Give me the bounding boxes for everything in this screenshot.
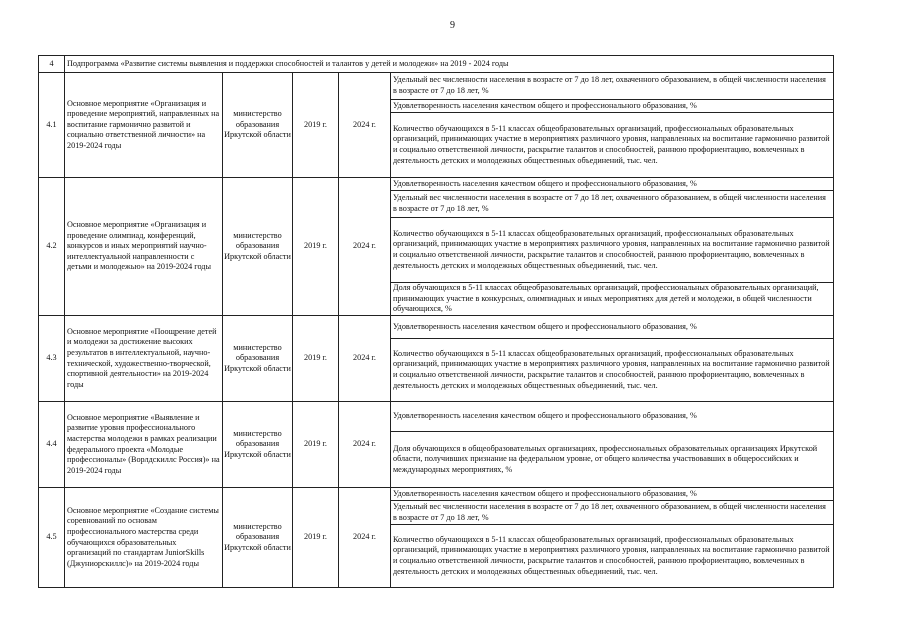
activity-end-year: 2024 г. <box>339 402 391 488</box>
activity-indicators <box>391 73 834 178</box>
activity-number: 4.3 <box>39 316 65 402</box>
indicator-text: Удельный вес численности населения в возрасте от 7 до 18 лет, охваченного образованием, в общей численности населения в возрасте от 7 до 18 лет, % <box>393 75 826 95</box>
indicator-text: Удовлетворенность населения качеством общего и профессионального образования, % <box>393 488 697 498</box>
activity-row <box>39 73 834 178</box>
indicator-item <box>391 283 833 315</box>
indicator-text: Количество обучающихся в 5-11 классах общеобразовательных организаций, профессиональных образовательных организаций, принимающих участие в мероприятиях различного уровня, направленных на воспитание гармонично развитой и социально ответственной личности, раскрытие талантов и способностей, раннюю профориентацию, вовлеченных в деятельность детских и молодежных общественных объединений, тыс. чел. <box>393 348 830 390</box>
indicator-item <box>391 525 833 587</box>
indicator-text: Удовлетворенность населения качеством общего и профессионального образования, % <box>393 411 697 421</box>
activity-start-year: 2019 г. <box>293 402 339 488</box>
activity-number: 4.2 <box>39 178 65 316</box>
activity-executor: министерство образования Иркутской области <box>223 73 293 178</box>
activity-title: Основное мероприятие «Выявление и развитие уровня профессионального мастерства молодежи в рамках реализации федерального проекта «Молодые профессионалы» (Ворлдскиллс Россия)» на 2019-2024 годы <box>65 402 223 488</box>
activity-row <box>39 488 834 588</box>
indicator-text: Удовлетворенность населения качеством общего и профессионального образования, % <box>393 178 697 188</box>
indicator-text: Доля обучающихся в общеобразовательных организациях, профессиональных образовательных организациях Иркутской области, получивших признание на федеральном уровне, от общего количества участвовавших в общероссийских и международных мероприятиях, % <box>393 443 818 474</box>
activity-executor: министерство образования Иркутской области <box>223 316 293 402</box>
indicator-text: Удельный вес численности населения в возрасте от 7 до 18 лет, охваченного образованием, в общей численности населения в возрасте от 7 до 18 лет, % <box>393 501 826 522</box>
indicator-item <box>391 402 833 432</box>
indicator-text: Удовлетворенность населения качеством общего и профессионального образования, % <box>393 321 697 331</box>
activity-end-year: 2024 г. <box>339 488 391 588</box>
indicator-item <box>391 501 833 525</box>
activity-executor: министерство образования Иркутской области <box>223 178 293 316</box>
subprogram-row <box>39 56 834 73</box>
activity-title: Основное мероприятие «Поощрение детей и молодежи за достижение высоких результатов в интеллектуальной, научно-технической, художественно-творческой, спортивной деятельности» на 2019-2024 годы <box>65 316 223 402</box>
indicator-list <box>391 316 833 401</box>
activity-indicators <box>391 178 834 316</box>
activity-number: 4.1 <box>39 73 65 178</box>
activity-row <box>39 402 834 488</box>
page-number: 9 <box>450 20 455 31</box>
activity-title: Основное мероприятие «Организация и проведение олимпиад, конференций, конкурсов и иных мероприятий научно-интеллектуальной направленности с детьми и молодежью» на 2019-2024 годы <box>65 178 223 316</box>
activity-indicators <box>391 488 834 588</box>
activity-indicators <box>391 402 834 488</box>
indicator-text: Удовлетворенность населения качеством общего и профессионального образования, % <box>393 100 697 110</box>
activity-start-year: 2019 г. <box>293 178 339 316</box>
activity-indicators <box>391 316 834 402</box>
activities-table-body <box>39 56 834 588</box>
indicator-item <box>391 218 833 283</box>
indicator-list <box>391 73 833 177</box>
indicator-item <box>391 488 833 501</box>
activity-row <box>39 316 834 402</box>
indicator-item <box>391 316 833 339</box>
indicator-text: Количество обучающихся в 5-11 классах общеобразовательных организаций, профессиональных образовательных организаций, принимающих участие в мероприятиях различного уровня, направленных на воспитание гармонично развитой и социально ответственной личности, раскрытие талантов и способностей, раннюю профориентацию, вовлеченных в деятельность детских и молодежных общественных объединений, тыс. чел. <box>393 534 830 576</box>
activity-start-year: 2019 г. <box>293 73 339 178</box>
activity-executor: министерство образования Иркутской области <box>223 402 293 488</box>
activity-title: Основное мероприятие «Организация и проведение мероприятий, направленных на воспитание гармонично развитой и социально ответственной личности» на 2019-2024 годы <box>65 73 223 178</box>
indicator-text: Количество обучающихся в 5-11 классах общеобразовательных организаций, профессиональных образовательных организаций, принимающих участие в мероприятиях различного уровня, направленных на воспитание гармонично развитой и социально ответственной личности, раскрытие талантов и способностей, раннюю профориентацию, вовлеченных в деятельность детских и молодежных общественных объединений, тыс. чел. <box>393 228 830 270</box>
indicator-item <box>391 113 833 177</box>
activity-number: 4.5 <box>39 488 65 588</box>
indicator-text: Удельный вес численности населения в возрасте от 7 до 18 лет, охваченного образованием, в общей численности населения в возрасте от 7 до 18 лет, % <box>393 193 826 213</box>
subprogram-number: 4 <box>39 56 65 73</box>
activity-number: 4.4 <box>39 402 65 488</box>
activity-start-year: 2019 г. <box>293 488 339 588</box>
activity-end-year: 2024 г. <box>339 178 391 316</box>
activity-end-year: 2024 г. <box>339 316 391 402</box>
indicator-item <box>391 191 833 218</box>
activity-row <box>39 178 834 316</box>
activity-title: Основное мероприятие «Создание системы соревнований по основам профессионального мастерства среди обучающихся образовательных организаций по стандартам JuniorSkills (Джуниорскиллс)» на 2019-2024 годы <box>65 488 223 588</box>
indicator-item <box>391 100 833 113</box>
activity-end-year: 2024 г. <box>339 73 391 178</box>
subprogram-title: Подпрограмма «Развитие системы выявления и поддержки способностей и талантов у детей и молодежи» на 2019 - 2024 годы <box>65 56 834 73</box>
activities-table <box>38 55 834 588</box>
indicator-list <box>391 178 833 315</box>
activity-start-year: 2019 г. <box>293 316 339 402</box>
indicator-item <box>391 339 833 401</box>
indicator-item <box>391 432 833 487</box>
indicator-item <box>391 178 833 191</box>
indicator-text: Количество обучающихся в 5-11 классах общеобразовательных организаций, профессиональных образовательных организаций, принимающих участие в мероприятиях различного уровня, направленных на воспитание гармонично развитой и социально ответственной личности, раскрытие талантов и способностей, раннюю профориентацию, вовлеченных в деятельность детских и молодежных общественных объединений, тыс. чел. <box>393 123 830 165</box>
activity-executor: министерство образования Иркутской области <box>223 488 293 588</box>
indicator-list <box>391 488 833 587</box>
indicator-list <box>391 402 833 487</box>
indicator-text: Доля обучающихся в 5-11 классах общеобразовательных организаций, профессиональных образовательных организаций, принимающих участие в конкурсных, олимпиадных и иных мероприятиях для детей и молодежи, в общей численности обучающихся, % <box>393 283 819 314</box>
indicator-item <box>391 73 833 100</box>
